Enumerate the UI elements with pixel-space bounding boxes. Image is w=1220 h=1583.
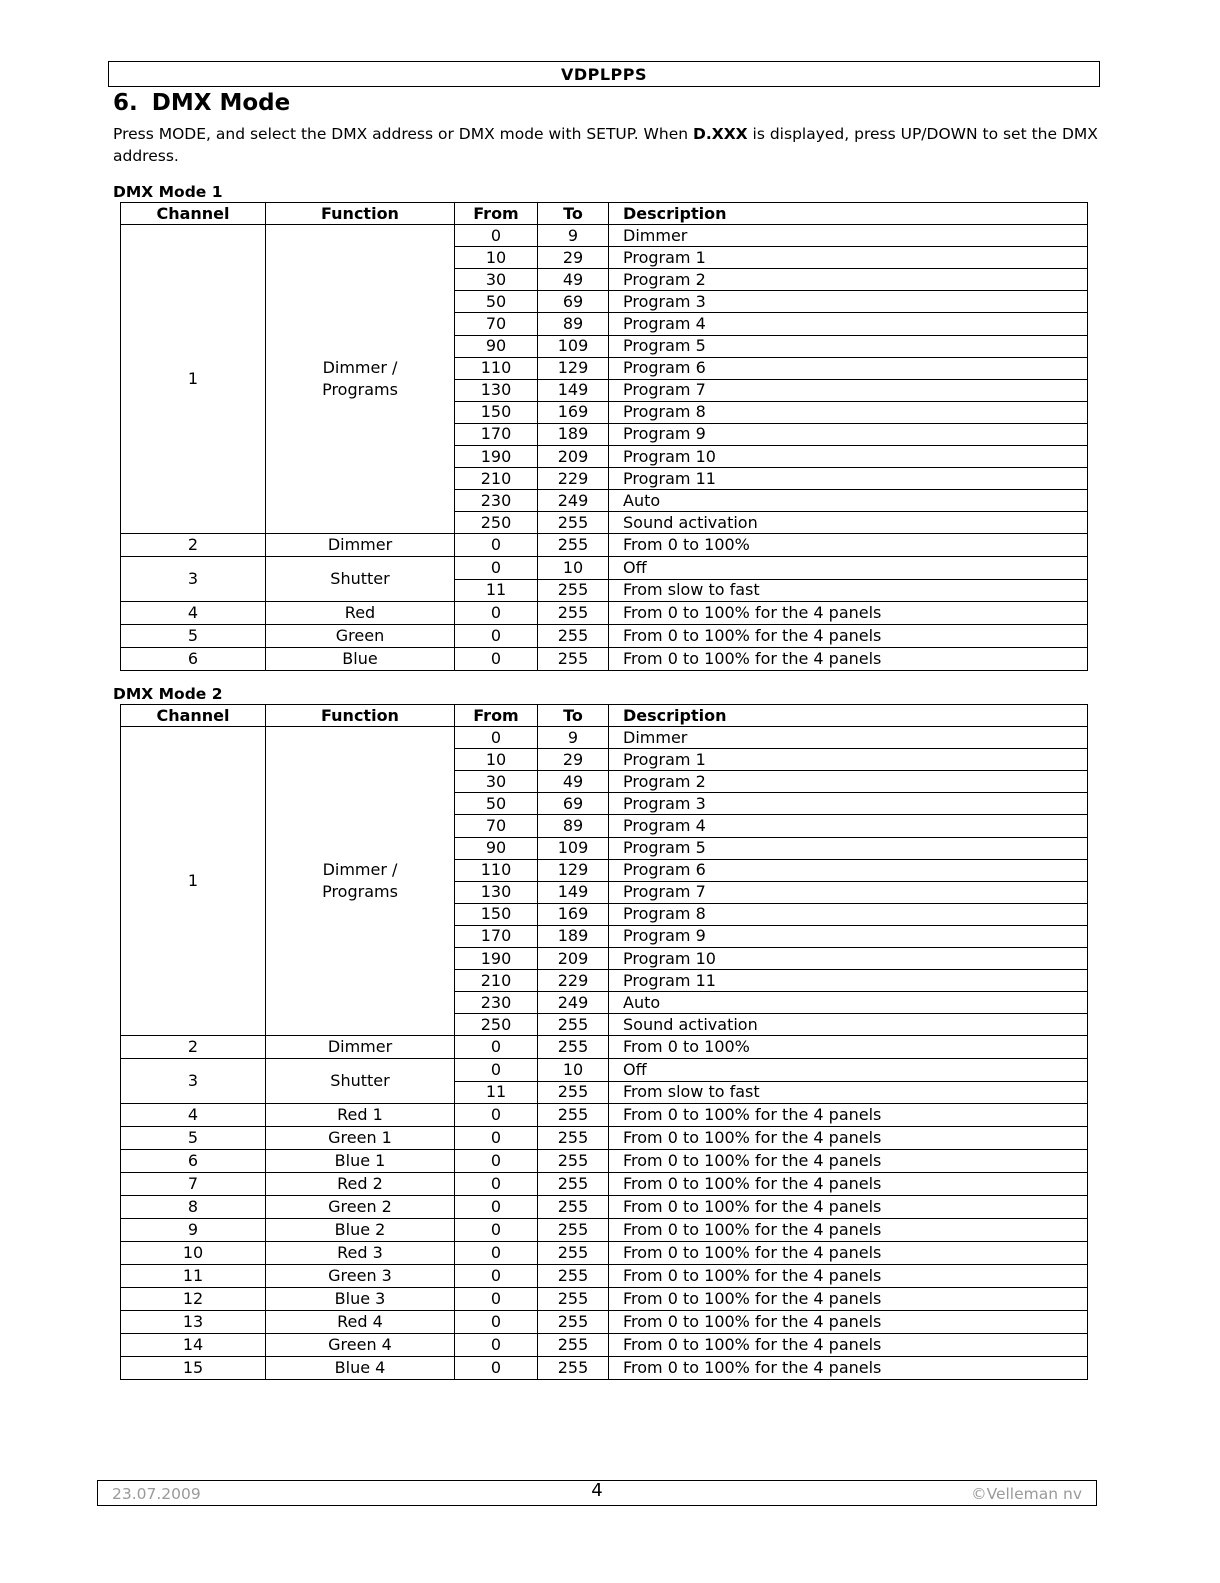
cell-from: 0 (455, 1218, 538, 1241)
cell-to: 255 (538, 512, 609, 534)
section-number: 6. (113, 90, 138, 116)
cell-description: Off (609, 557, 1088, 579)
cell-from: 0 (455, 1241, 538, 1264)
cell-from: 0 (455, 727, 538, 749)
cell-description: From 0 to 100% for the 4 panels (609, 1149, 1088, 1172)
cell-from: 0 (455, 1126, 538, 1149)
cell-to: 129 (538, 357, 609, 379)
cell-to: 255 (538, 1333, 609, 1356)
cell-channel: 7 (121, 1172, 266, 1195)
cell-from: 0 (455, 1333, 538, 1356)
cell-to: 229 (538, 970, 609, 992)
cell-to: 189 (538, 925, 609, 947)
cell-from: 230 (455, 992, 538, 1014)
cell-description: Program 11 (609, 468, 1088, 490)
table-row (121, 1333, 1088, 1356)
cell-from: 230 (455, 490, 538, 512)
table-row (121, 1103, 1088, 1126)
column-header-to: To (538, 203, 609, 225)
table-row (121, 1059, 1088, 1081)
column-header-channel: Channel (121, 203, 266, 225)
cell-description: Program 9 (609, 925, 1088, 947)
cell-description: Program 6 (609, 357, 1088, 379)
intro-paragraph (113, 124, 1098, 167)
cell-to: 255 (538, 1172, 609, 1195)
cell-to: 149 (538, 881, 609, 903)
cell-function: Green (266, 624, 455, 647)
cell-from: 0 (455, 557, 538, 579)
table-row (121, 727, 1088, 749)
cell-channel: 5 (121, 1126, 266, 1149)
cell-description: From 0 to 100% for the 4 panels (609, 1333, 1088, 1356)
cell-to: 109 (538, 335, 609, 357)
cell-to: 255 (538, 601, 609, 624)
table-row (121, 1241, 1088, 1264)
cell-to: 49 (538, 771, 609, 793)
cell-channel: 8 (121, 1195, 266, 1218)
table-label-mode-1: DMX Mode 1 (113, 183, 223, 201)
cell-to: 255 (538, 534, 609, 557)
cell-channel: 2 (121, 1036, 266, 1059)
cell-function: Red 3 (266, 1241, 455, 1264)
cell-description: Program 4 (609, 815, 1088, 837)
table-row (121, 1287, 1088, 1310)
column-header-channel: Channel (121, 705, 266, 727)
cell-to: 149 (538, 379, 609, 401)
table-row (121, 1356, 1088, 1379)
cell-from: 170 (455, 423, 538, 445)
cell-function: Blue 3 (266, 1287, 455, 1310)
cell-to: 89 (538, 815, 609, 837)
cell-channel: 12 (121, 1287, 266, 1310)
section-title (113, 88, 290, 118)
cell-from: 10 (455, 247, 538, 269)
column-header-from: From (455, 705, 538, 727)
cell-description: Sound activation (609, 1014, 1088, 1036)
cell-channel: 6 (121, 647, 266, 670)
cell-to: 255 (538, 1126, 609, 1149)
cell-description: Program 5 (609, 335, 1088, 357)
cell-description: From 0 to 100% for the 4 panels (609, 1264, 1088, 1287)
cell-function: Red 4 (266, 1310, 455, 1333)
cell-from: 30 (455, 269, 538, 291)
cell-from: 190 (455, 446, 538, 468)
table-row (121, 1036, 1088, 1059)
cell-from: 70 (455, 313, 538, 335)
cell-from: 50 (455, 793, 538, 815)
cell-to: 9 (538, 225, 609, 247)
cell-to: 129 (538, 859, 609, 881)
table-row (121, 1264, 1088, 1287)
cell-description: From 0 to 100% for the 4 panels (609, 1287, 1088, 1310)
cell-description: Program 3 (609, 793, 1088, 815)
cell-description: From 0 to 100% for the 4 panels (609, 1126, 1088, 1149)
cell-function: Dimmer (266, 534, 455, 557)
cell-description: Sound activation (609, 512, 1088, 534)
cell-to: 69 (538, 291, 609, 313)
cell-to: 69 (538, 793, 609, 815)
cell-from: 210 (455, 468, 538, 490)
cell-description: From 0 to 100% for the 4 panels (609, 1218, 1088, 1241)
cell-to: 249 (538, 992, 609, 1014)
column-header-from: From (455, 203, 538, 225)
cell-to: 255 (538, 1081, 609, 1103)
cell-function: Green 3 (266, 1264, 455, 1287)
cell-to: 49 (538, 269, 609, 291)
cell-function: Shutter (266, 1059, 455, 1103)
cell-from: 0 (455, 1036, 538, 1059)
cell-from: 250 (455, 512, 538, 534)
cell-from: 0 (455, 1059, 538, 1081)
cell-channel: 6 (121, 1149, 266, 1172)
document-footer (97, 1480, 1097, 1506)
cell-description: Program 10 (609, 446, 1088, 468)
cell-to: 255 (538, 1149, 609, 1172)
cell-description: From 0 to 100% for the 4 panels (609, 1356, 1088, 1379)
cell-to: 255 (538, 1195, 609, 1218)
cell-description: Dimmer (609, 225, 1088, 247)
cell-to: 255 (538, 1218, 609, 1241)
cell-description: From slow to fast (609, 579, 1088, 601)
cell-description: Program 1 (609, 749, 1088, 771)
cell-to: 109 (538, 837, 609, 859)
cell-from: 0 (455, 1264, 538, 1287)
table-row (121, 557, 1088, 579)
document-header (108, 61, 1100, 87)
cell-description: From 0 to 100% for the 4 panels (609, 1310, 1088, 1333)
cell-from: 210 (455, 970, 538, 992)
cell-from: 90 (455, 837, 538, 859)
cell-to: 255 (538, 579, 609, 601)
cell-to: 89 (538, 313, 609, 335)
cell-description: Program 1 (609, 247, 1088, 269)
cell-from: 30 (455, 771, 538, 793)
cell-from: 0 (455, 1356, 538, 1379)
cell-from: 150 (455, 401, 538, 423)
cell-description: From slow to fast (609, 1081, 1088, 1103)
cell-from: 11 (455, 1081, 538, 1103)
cell-from: 0 (455, 1287, 538, 1310)
cell-to: 10 (538, 1059, 609, 1081)
cell-to: 229 (538, 468, 609, 490)
cell-to: 29 (538, 749, 609, 771)
footer-copyright: ©Velleman nv (971, 1485, 1082, 1503)
cell-from: 0 (455, 225, 538, 247)
cell-to: 169 (538, 401, 609, 423)
cell-description: Auto (609, 992, 1088, 1014)
cell-function: Red 1 (266, 1103, 455, 1126)
cell-description: Program 9 (609, 423, 1088, 445)
table-header-row (121, 203, 1088, 225)
table-row (121, 534, 1088, 557)
cell-to: 249 (538, 490, 609, 512)
table-row (121, 624, 1088, 647)
cell-from: 130 (455, 379, 538, 401)
intro-text-before: Press MODE, and select the DMX address or DMX mode with SETUP. When (113, 125, 693, 143)
dmx-table-mode-2 (120, 704, 1088, 1380)
footer-date: 23.07.2009 (112, 1485, 201, 1503)
cell-function: Green 2 (266, 1195, 455, 1218)
cell-description: Off (609, 1059, 1088, 1081)
cell-to: 255 (538, 1356, 609, 1379)
cell-from: 70 (455, 815, 538, 837)
cell-to: 209 (538, 948, 609, 970)
cell-description: From 0 to 100% for the 4 panels (609, 647, 1088, 670)
cell-channel: 1 (121, 727, 266, 1036)
table-row (121, 1126, 1088, 1149)
cell-to: 255 (538, 1241, 609, 1264)
cell-function: Red 2 (266, 1172, 455, 1195)
cell-description: Program 8 (609, 903, 1088, 925)
cell-to: 255 (538, 1014, 609, 1036)
cell-from: 0 (455, 1172, 538, 1195)
cell-to: 255 (538, 1310, 609, 1333)
cell-description: Program 2 (609, 269, 1088, 291)
cell-function: Blue 4 (266, 1356, 455, 1379)
cell-from: 0 (455, 624, 538, 647)
cell-function: Shutter (266, 557, 455, 601)
cell-from: 110 (455, 357, 538, 379)
table-row (121, 1149, 1088, 1172)
cell-to: 255 (538, 1287, 609, 1310)
cell-function: Green 1 (266, 1126, 455, 1149)
table-row (121, 1310, 1088, 1333)
cell-function: Blue (266, 647, 455, 670)
cell-to: 9 (538, 727, 609, 749)
cell-from: 0 (455, 1310, 538, 1333)
cell-to: 29 (538, 247, 609, 269)
table-row (121, 225, 1088, 247)
cell-from: 11 (455, 579, 538, 601)
cell-to: 169 (538, 903, 609, 925)
cell-channel: 3 (121, 1059, 266, 1103)
cell-function: Blue 2 (266, 1218, 455, 1241)
cell-to: 255 (538, 1103, 609, 1126)
cell-description: From 0 to 100% (609, 534, 1088, 557)
cell-to: 189 (538, 423, 609, 445)
cell-description: Auto (609, 490, 1088, 512)
cell-to: 209 (538, 446, 609, 468)
cell-channel: 1 (121, 225, 266, 534)
cell-channel: 10 (121, 1241, 266, 1264)
cell-description: From 0 to 100% for the 4 panels (609, 624, 1088, 647)
cell-description: Program 7 (609, 881, 1088, 903)
cell-from: 150 (455, 903, 538, 925)
intro-text-bold: D.XXX (693, 125, 748, 143)
cell-description: From 0 to 100% for the 4 panels (609, 1195, 1088, 1218)
cell-channel: 15 (121, 1356, 266, 1379)
cell-description: From 0 to 100% for the 4 panels (609, 1103, 1088, 1126)
cell-from: 0 (455, 647, 538, 670)
cell-description: Program 4 (609, 313, 1088, 335)
table-header-row (121, 705, 1088, 727)
cell-description: Program 11 (609, 970, 1088, 992)
cell-description: Program 2 (609, 771, 1088, 793)
cell-to: 255 (538, 1264, 609, 1287)
column-header-description: Description (609, 203, 1088, 225)
section-title-text: DMX Mode (151, 90, 291, 116)
cell-from: 130 (455, 881, 538, 903)
cell-channel: 4 (121, 601, 266, 624)
cell-from: 110 (455, 859, 538, 881)
cell-description: From 0 to 100% for the 4 panels (609, 1241, 1088, 1264)
cell-from: 250 (455, 1014, 538, 1036)
cell-from: 50 (455, 291, 538, 313)
cell-from: 10 (455, 749, 538, 771)
footer-page-number: 4 (591, 1480, 603, 1501)
cell-channel: 11 (121, 1264, 266, 1287)
cell-from: 0 (455, 1149, 538, 1172)
cell-from: 170 (455, 925, 538, 947)
cell-description: Program 10 (609, 948, 1088, 970)
cell-from: 0 (455, 1103, 538, 1126)
cell-function: Red (266, 601, 455, 624)
cell-channel: 14 (121, 1333, 266, 1356)
cell-description: Dimmer (609, 727, 1088, 749)
cell-to: 10 (538, 557, 609, 579)
table-row (121, 601, 1088, 624)
intro-text-after: is displayed, press UP/DOWN to set the DMX address. (113, 125, 1098, 165)
dmx-table-mode-1 (120, 202, 1088, 671)
cell-description: Program 3 (609, 291, 1088, 313)
cell-description: Program 5 (609, 837, 1088, 859)
cell-from: 0 (455, 534, 538, 557)
cell-channel: 9 (121, 1218, 266, 1241)
column-header-function: Function (266, 705, 455, 727)
cell-to: 255 (538, 1036, 609, 1059)
cell-description: Program 6 (609, 859, 1088, 881)
cell-description: Program 8 (609, 401, 1088, 423)
table-label-mode-2: DMX Mode 2 (113, 685, 223, 703)
cell-function: Dimmer / Programs (266, 727, 455, 1036)
cell-function: Dimmer (266, 1036, 455, 1059)
cell-channel: 4 (121, 1103, 266, 1126)
cell-channel: 5 (121, 624, 266, 647)
cell-from: 0 (455, 1195, 538, 1218)
cell-description: From 0 to 100% for the 4 panels (609, 601, 1088, 624)
table-row (121, 647, 1088, 670)
table-row (121, 1172, 1088, 1195)
cell-function: Green 4 (266, 1333, 455, 1356)
cell-channel: 3 (121, 557, 266, 601)
cell-from: 190 (455, 948, 538, 970)
header-title: VDPLPPS (560, 65, 648, 84)
table-row (121, 1218, 1088, 1241)
cell-channel: 2 (121, 534, 266, 557)
column-header-function: Function (266, 203, 455, 225)
cell-function: Blue 1 (266, 1149, 455, 1172)
cell-channel: 13 (121, 1310, 266, 1333)
cell-from: 90 (455, 335, 538, 357)
cell-to: 255 (538, 624, 609, 647)
table-row (121, 1195, 1088, 1218)
column-header-description: Description (609, 705, 1088, 727)
cell-description: From 0 to 100% (609, 1036, 1088, 1059)
cell-from: 0 (455, 601, 538, 624)
cell-description: Program 7 (609, 379, 1088, 401)
cell-function: Dimmer / Programs (266, 225, 455, 534)
column-header-to: To (538, 705, 609, 727)
cell-to: 255 (538, 647, 609, 670)
cell-description: From 0 to 100% for the 4 panels (609, 1172, 1088, 1195)
